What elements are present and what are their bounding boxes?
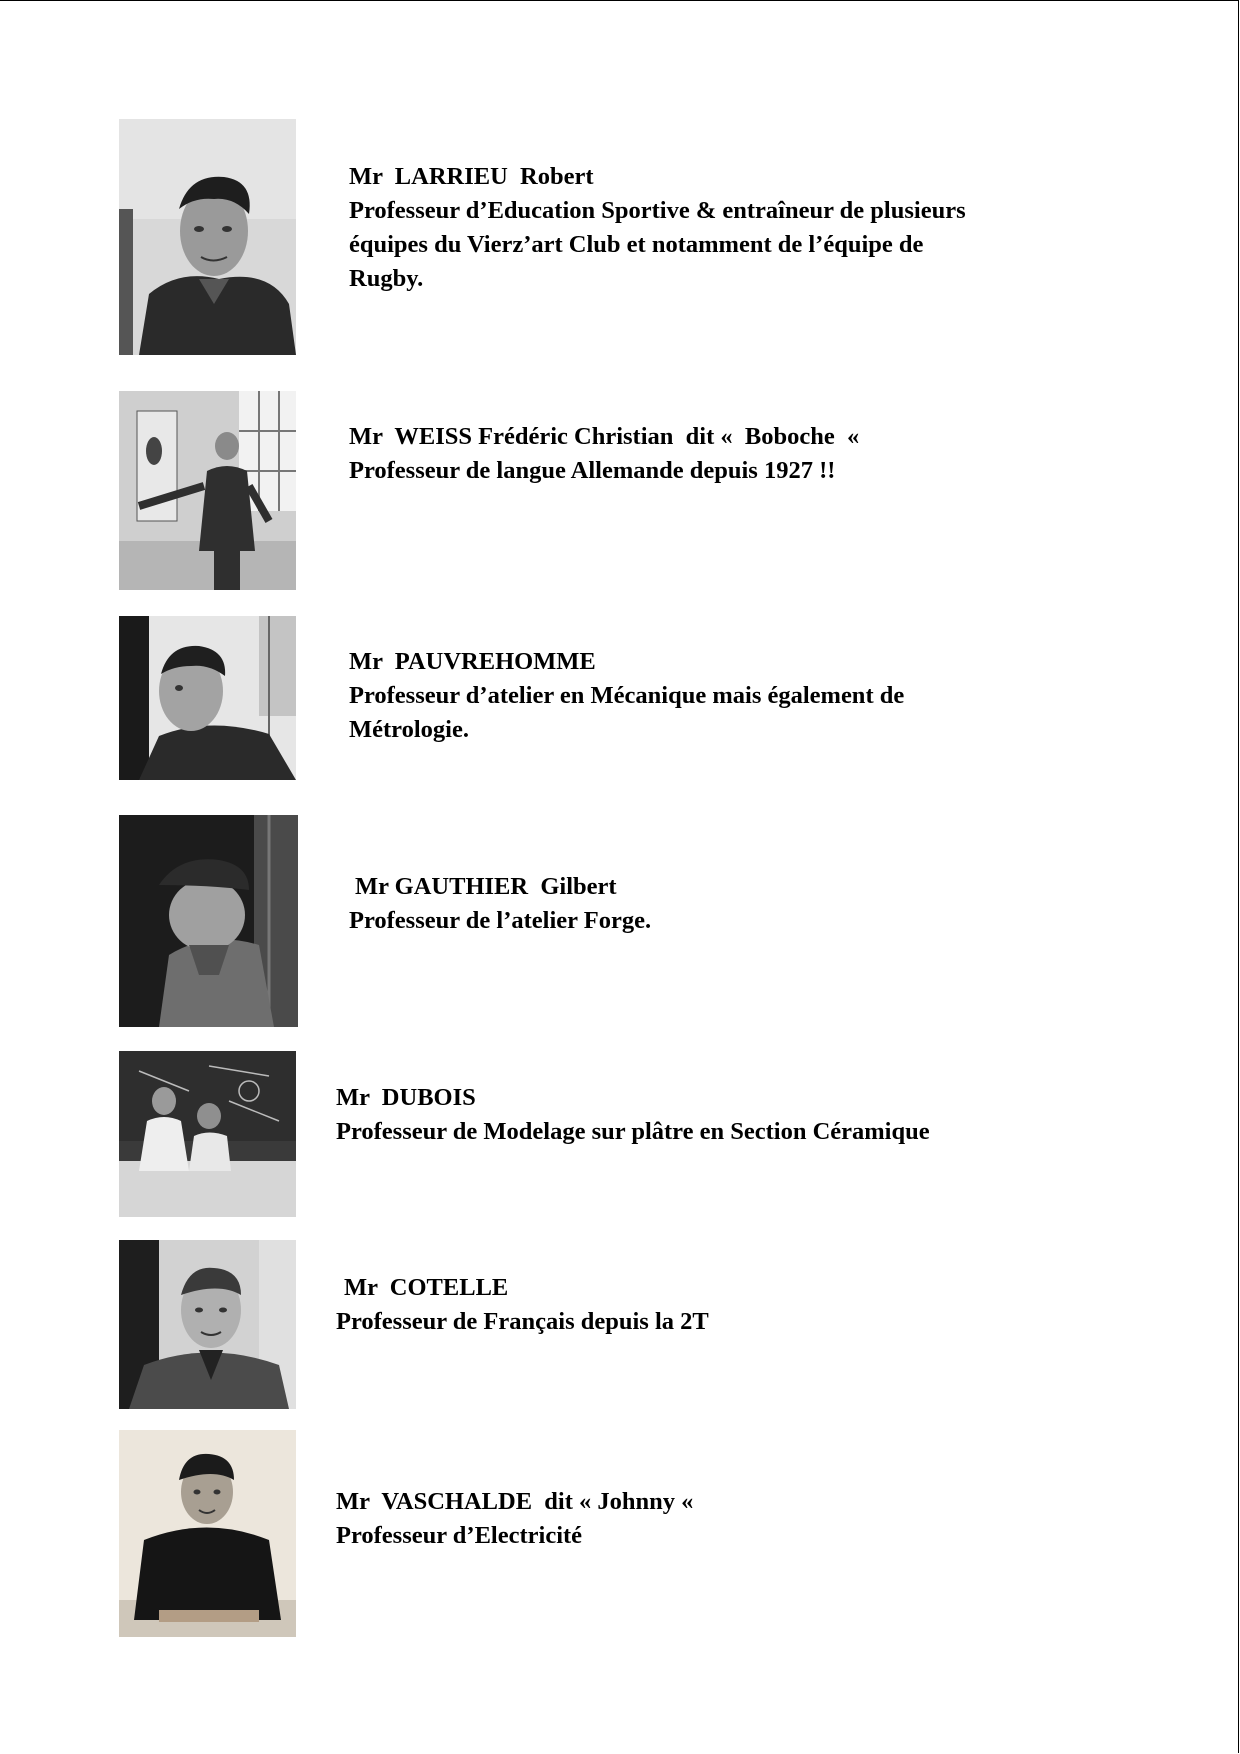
teacher-name: Mr DUBOIS <box>336 1084 476 1111</box>
teacher-entry-dubois <box>336 1081 930 1149</box>
teacher-name: Mr WEISS Frédéric Christian dit « Boboche « <box>349 423 860 450</box>
teacher-description-line: Professeur d’Education Sportive & entraîneur de plusieurs <box>349 197 966 224</box>
teacher-description-line: Professeur de l’atelier Forge. <box>349 907 652 934</box>
teacher-description-line: Professeur de Français depuis la 2T <box>336 1308 709 1335</box>
teacher-description-line: Rugby. <box>349 265 424 292</box>
teacher-description-line: Professeur d’Electricité <box>336 1522 583 1549</box>
portrait-photo-larrieu <box>119 119 296 355</box>
teacher-description-line: Métrologie. <box>349 716 469 743</box>
teacher-name: Mr GAUTHIER Gilbert <box>355 873 617 900</box>
teacher-entry-larrieu <box>349 160 966 296</box>
portrait-photo-cotelle <box>119 1240 296 1409</box>
teacher-entry-pauvrehomme <box>349 645 904 747</box>
portrait-photo-pauvrehomme <box>119 616 296 780</box>
teacher-name: Mr VASCHALDE dit « Johnny « <box>336 1488 694 1515</box>
teacher-name: Mr COTELLE <box>344 1274 509 1301</box>
teacher-entry-vaschalde <box>336 1485 693 1553</box>
teacher-description-line: Professeur d’atelier en Mécanique mais également de <box>349 682 905 709</box>
teacher-description-line: équipes du Vierz’art Club et notamment de l’équipe de <box>349 231 924 258</box>
teacher-entry-weiss <box>349 420 859 488</box>
teacher-description-line: Professeur de langue Allemande depuis 1927 !! <box>349 457 836 484</box>
portrait-photo-vaschalde <box>119 1430 296 1637</box>
teacher-entry-gauthier <box>349 870 651 938</box>
classroom-photo-dubois <box>119 1051 296 1217</box>
teacher-description-line: Professeur de Modelage sur plâtre en Section Céramique <box>336 1118 930 1145</box>
portrait-photo-gauthier <box>119 815 298 1027</box>
teacher-name: Mr LARRIEU Robert <box>349 163 594 190</box>
classroom-photo-weiss <box>119 391 296 590</box>
teacher-name: Mr PAUVREHOMME <box>349 648 596 675</box>
teacher-entry-cotelle <box>336 1271 709 1339</box>
